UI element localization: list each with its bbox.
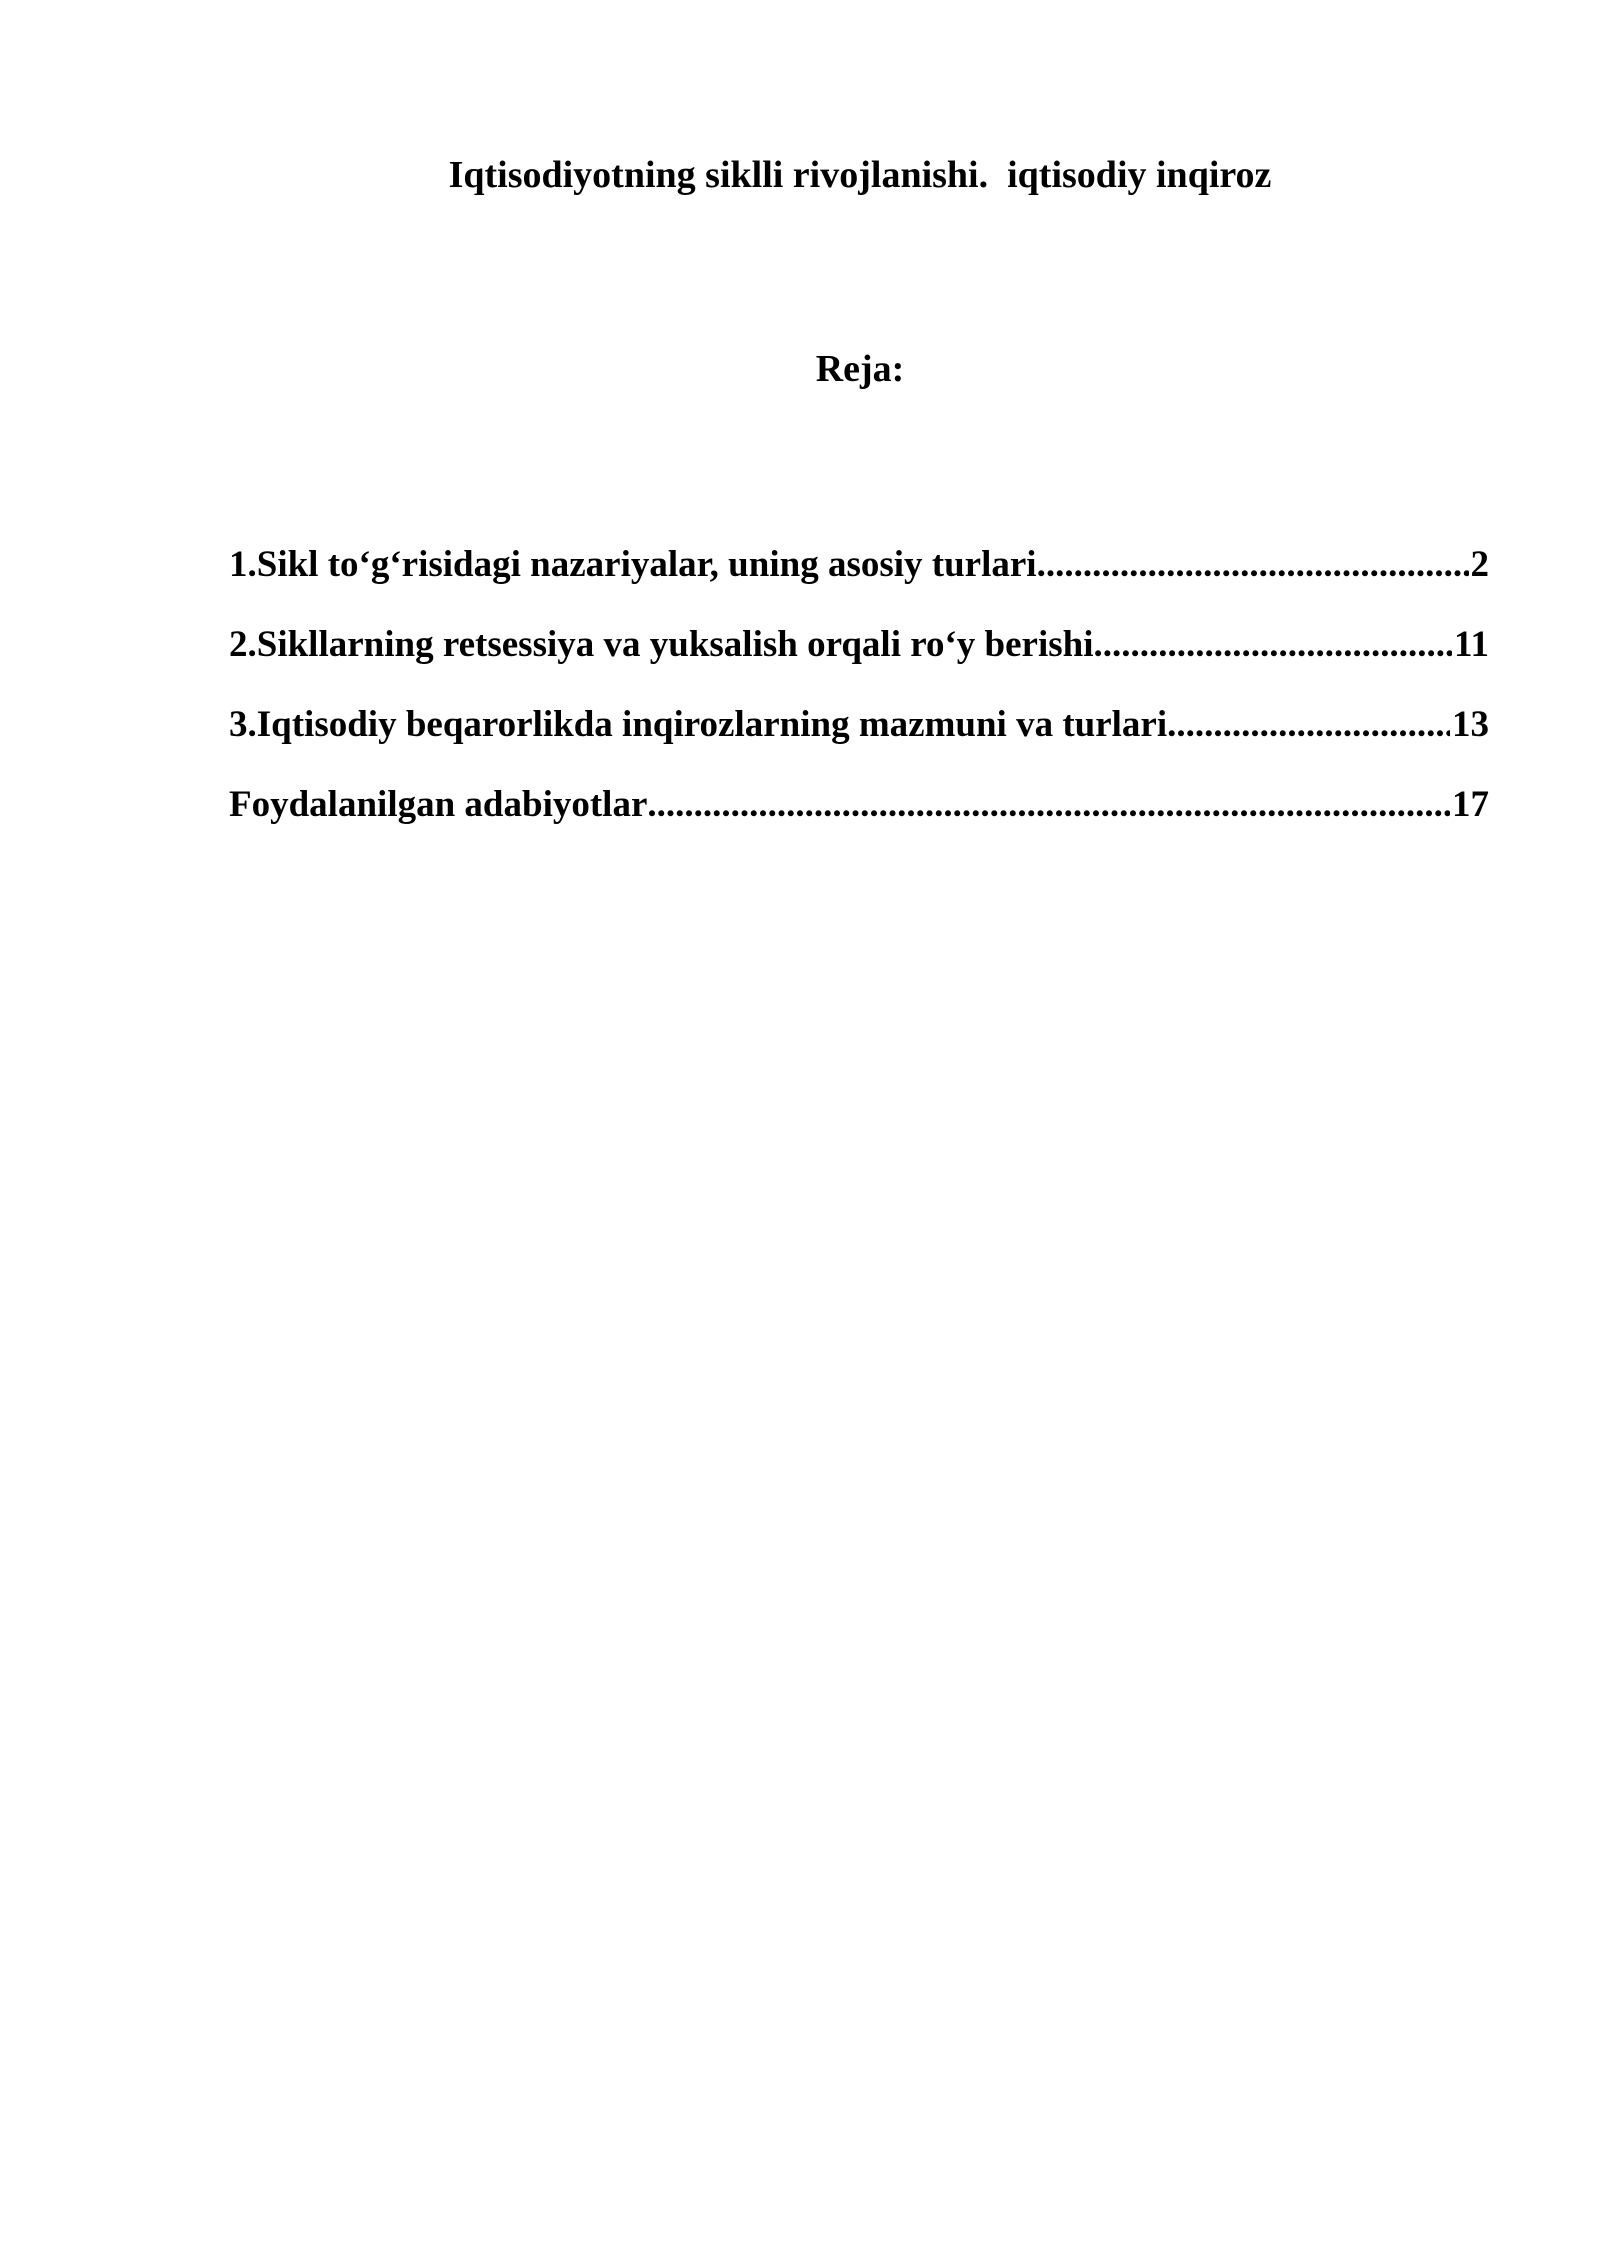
toc-entry [229,540,1489,620]
toc-page-number: 13 [1452,704,1489,745]
toc-entry-title: 1.Sikl to‘g‘risidagi nazariyalar, uning asosiy turlari [229,544,1037,585]
toc-page-number: 17 [1452,784,1489,825]
toc-entry-title: 3.Iqtisodiy beqarorlikda inqirozlarning mazmuni va turlari [229,704,1168,745]
toc-entry [229,780,1489,860]
toc-dot-leader [1094,620,1453,670]
toc-entry-title: 2.Sikllarning retsessiya va yuksalish orqali ro‘y berishi [229,624,1094,665]
toc-dot-leader [1167,700,1450,750]
document-title: Iqtisodiyotning siklli rivojlanishi. iqtisodiy inqiroz [448,154,1272,196]
toc-dot-leader [1037,540,1469,590]
toc-entry [229,620,1489,700]
toc-entry [229,700,1489,780]
toc-dot-leader [647,780,1450,830]
toc-page-number: 11 [1454,624,1489,665]
toc-entry-title: Foydalanilgan adabiyotlar [229,784,648,825]
table-of-contents [229,540,1489,860]
plan-heading: Reja: [815,348,905,390]
toc-page-number: 2 [1470,544,1489,585]
